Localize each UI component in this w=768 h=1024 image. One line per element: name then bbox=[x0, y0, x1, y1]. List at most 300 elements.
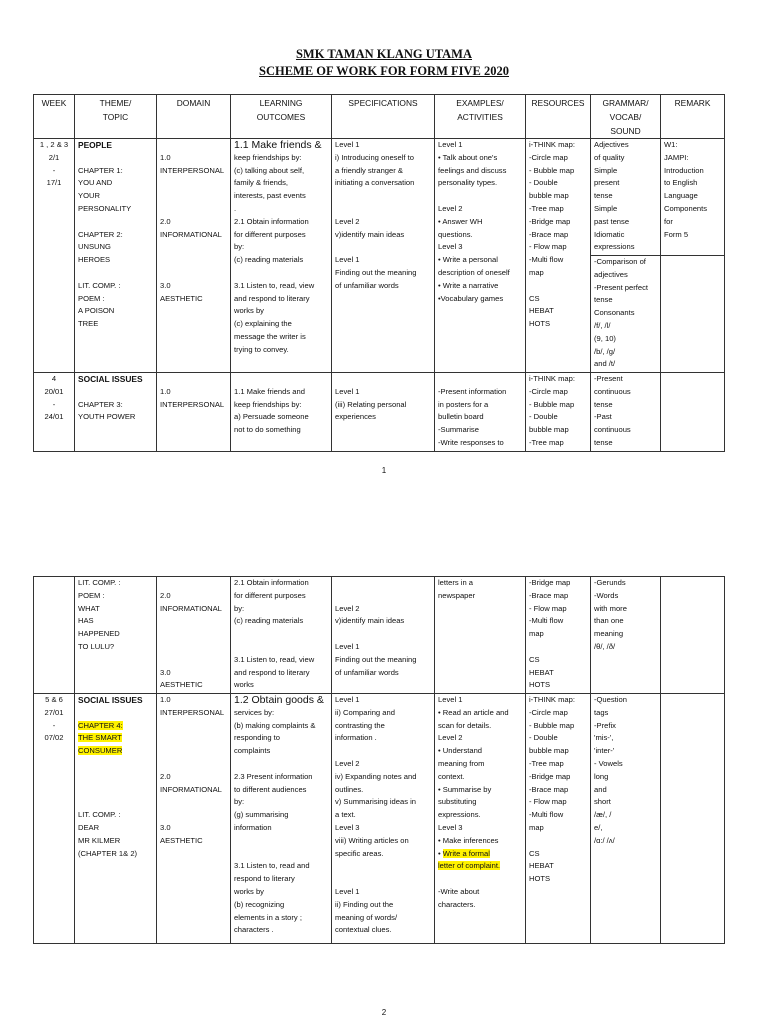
cell-line: responding to bbox=[234, 733, 281, 743]
table-row bbox=[34, 373, 725, 452]
header-label: EXAMPLES/ bbox=[456, 98, 504, 108]
cell-line: 3.1 Listen to, read and bbox=[234, 861, 310, 871]
table-row bbox=[34, 694, 725, 944]
cell-line: and /t/ bbox=[594, 359, 616, 369]
cell-line: 1.0 bbox=[160, 695, 171, 704]
cell-line: bubble map bbox=[529, 191, 569, 201]
cell-line: 1.0 bbox=[160, 386, 171, 396]
cell-line: by: bbox=[234, 242, 245, 252]
cell-line: Level 2 bbox=[335, 216, 360, 226]
cell-line: context. bbox=[438, 771, 465, 781]
cell-line: elements in a story ; bbox=[234, 912, 302, 922]
cell-line: - Flow map bbox=[529, 242, 567, 252]
cell-line: i) Introducing oneself to bbox=[335, 152, 414, 162]
cell-line: bulletin board bbox=[438, 412, 484, 422]
cell-line: -Tree map bbox=[529, 758, 564, 768]
cell-line: Level 2 bbox=[438, 203, 463, 213]
header-label: TOPIC bbox=[102, 112, 129, 122]
line-gap bbox=[160, 267, 227, 280]
line-gap bbox=[160, 241, 227, 254]
specifications-cell bbox=[332, 577, 435, 694]
line-gap bbox=[160, 796, 227, 809]
cell-line: 1.1 Make friends & bbox=[234, 139, 322, 151]
cell-line: HEBAT bbox=[529, 667, 554, 677]
cell-line: • Write a personal bbox=[438, 255, 498, 265]
cell-line: • Answer WH bbox=[438, 216, 483, 226]
cell-line: SOCIAL ISSUES bbox=[78, 695, 143, 705]
cell-line: and respond to literary bbox=[234, 293, 310, 303]
cell-line: specific areas. bbox=[335, 848, 384, 858]
cell-line: (c) reading materials bbox=[234, 616, 304, 626]
line-gap bbox=[78, 784, 153, 797]
cell-line: /θ/, /ð/ bbox=[594, 641, 616, 651]
cell-line: -Present perfect bbox=[594, 282, 649, 292]
cell-line: INTERPERSONAL bbox=[160, 399, 225, 409]
cell-line: SOCIAL ISSUES bbox=[78, 374, 143, 384]
line-gap bbox=[438, 373, 522, 386]
cell-line: - Double bbox=[529, 733, 558, 743]
header-resources bbox=[526, 95, 591, 139]
week-line: 17/1 bbox=[46, 178, 62, 188]
cell-line: -Write responses to bbox=[438, 437, 504, 447]
cell-line: feelings and discuss bbox=[438, 165, 507, 175]
line-gap bbox=[160, 628, 227, 641]
document-title bbox=[0, 46, 768, 80]
cell-line: iv) Expanding notes and bbox=[335, 771, 417, 781]
cell-line: /b/, /ɡ/ bbox=[594, 346, 616, 356]
remark-cell bbox=[661, 577, 725, 694]
cell-line: • Write a formal bbox=[438, 848, 490, 858]
cell-line: • Talk about one's bbox=[438, 152, 498, 162]
cell-line: and bbox=[594, 784, 607, 794]
cell-line: -Bridge map bbox=[529, 216, 571, 226]
line-gap bbox=[78, 152, 153, 165]
line-gap bbox=[335, 873, 431, 886]
theme-cell bbox=[75, 577, 157, 694]
cell-line: Level 1 bbox=[335, 695, 360, 704]
cell-line: -Words bbox=[594, 590, 619, 600]
line-gap bbox=[335, 241, 431, 254]
cell-line: interests, past events bbox=[234, 191, 306, 201]
line-gap bbox=[160, 177, 227, 190]
line-gap bbox=[335, 628, 431, 641]
cell-line: for different purposes bbox=[234, 590, 306, 600]
cell-line: -Summarise bbox=[438, 425, 479, 435]
header-label: VOCAB/ bbox=[609, 112, 642, 122]
line-gap bbox=[160, 745, 227, 758]
resources-cell bbox=[526, 694, 591, 944]
line-gap bbox=[234, 848, 328, 861]
cell-line: Level 1 bbox=[335, 886, 360, 896]
line-gap bbox=[335, 373, 431, 386]
cell-line: letters in a bbox=[438, 578, 474, 587]
cell-line: contextual clues. bbox=[335, 925, 392, 935]
cell-line: /æ/, / bbox=[594, 810, 612, 820]
cell-line: MR KILMER bbox=[78, 835, 121, 845]
cell-line: •Vocabulary games bbox=[438, 293, 504, 303]
cell-line: WHAT bbox=[78, 603, 100, 613]
cell-line: Level 1 bbox=[335, 386, 360, 396]
line-gap bbox=[160, 577, 227, 590]
cell-line: /ɑ:/ /ʌ/ bbox=[594, 835, 615, 845]
cell-line: CS bbox=[529, 848, 540, 858]
cell-line: - Vowels bbox=[594, 758, 623, 768]
school-name: SMK TAMAN KLANG UTAMA bbox=[295, 47, 473, 61]
cell-line: -Circle map bbox=[529, 386, 568, 396]
remark-cell bbox=[661, 373, 725, 452]
grammar-cell bbox=[591, 694, 661, 944]
cell-line: CONSUMER bbox=[78, 746, 123, 756]
cell-line: Level 1 bbox=[335, 641, 360, 651]
line-gap bbox=[529, 641, 587, 654]
cell-line: to different audiences bbox=[234, 784, 307, 794]
header-label: DOMAIN bbox=[176, 98, 211, 108]
header-label: THEME/ bbox=[99, 98, 132, 108]
line-gap bbox=[78, 796, 153, 809]
cell-line: e/, bbox=[594, 822, 603, 832]
cell-line: (c) talking about self, bbox=[234, 165, 305, 175]
cell-line: PEOPLE bbox=[78, 140, 112, 150]
cell-line: HAPPENED bbox=[78, 629, 120, 639]
cell-line: AESTHETIC bbox=[160, 293, 203, 303]
cell-line: Simple bbox=[594, 165, 618, 175]
cell-line: a) Persuade someone bbox=[234, 412, 309, 422]
cell-line: TREE bbox=[78, 319, 99, 329]
header-label: SOUND bbox=[610, 126, 641, 136]
cell-line: of quality bbox=[594, 152, 625, 162]
cell-line: LIT. COMP. : bbox=[78, 810, 121, 820]
cell-line: -Brace map bbox=[529, 784, 569, 794]
line-gap bbox=[160, 720, 227, 733]
cell-line: (g) summarising bbox=[234, 810, 289, 820]
cell-line: -Present bbox=[594, 374, 623, 383]
cell-line: substituting bbox=[438, 797, 477, 807]
cell-line: HAS bbox=[78, 616, 94, 626]
line-gap bbox=[335, 590, 431, 603]
cell-line: Level 2 bbox=[438, 733, 463, 743]
cell-line: expressions. bbox=[438, 810, 481, 820]
cell-line: 1.2 Obtain goods & bbox=[234, 694, 324, 706]
resources-cell bbox=[526, 577, 591, 694]
cell-line: Components bbox=[664, 203, 708, 213]
cell-line: not to do something bbox=[234, 425, 301, 435]
cell-line: CS bbox=[529, 654, 540, 664]
cell-line: family & friends, bbox=[234, 178, 289, 188]
line-gap bbox=[78, 758, 153, 771]
cell-line: - Flow map bbox=[529, 797, 567, 807]
cell-line: personality types. bbox=[438, 178, 498, 188]
header-label: REMARK bbox=[674, 98, 711, 108]
cell-line: continuous bbox=[594, 386, 631, 396]
cell-line: Level 1 bbox=[335, 140, 360, 149]
cell-line: PERSONALITY bbox=[78, 203, 132, 213]
cell-line: description of oneself bbox=[438, 267, 510, 277]
line-gap bbox=[529, 835, 587, 848]
cell-line: -Multi flow bbox=[529, 255, 564, 265]
grammar-cell bbox=[591, 373, 661, 452]
week-line: 4 bbox=[51, 374, 57, 383]
line-gap bbox=[335, 745, 431, 758]
cell-line: newspaper bbox=[438, 590, 476, 600]
cell-line: CHAPTER 2: bbox=[78, 229, 123, 239]
cell-line: Finding out the meaning bbox=[335, 654, 417, 664]
line-gap bbox=[529, 280, 587, 293]
cell-line: information . bbox=[335, 733, 377, 743]
line-gap bbox=[160, 615, 227, 628]
line-gap bbox=[160, 654, 227, 667]
cell-line: 'mis-', bbox=[594, 733, 614, 743]
line-gap bbox=[78, 216, 153, 229]
resources-cell bbox=[526, 373, 591, 452]
line-gap bbox=[438, 190, 522, 203]
line-gap bbox=[160, 641, 227, 654]
cell-line: Level 2 bbox=[335, 603, 360, 613]
cell-line: THE SMART bbox=[78, 733, 122, 743]
cell-line: adjectives bbox=[594, 269, 628, 279]
cell-line: Language bbox=[664, 191, 698, 201]
cell-line: • Understand bbox=[438, 746, 483, 756]
cell-line: and respond to literary bbox=[234, 667, 310, 677]
cell-line: YOUR bbox=[78, 191, 100, 201]
week-line: 1 , 2 & 3 bbox=[39, 140, 69, 149]
cell-line: keep friendships by: bbox=[234, 399, 302, 409]
page-2 bbox=[0, 490, 768, 1024]
week-cell bbox=[34, 139, 75, 373]
cell-line: meaning from bbox=[438, 758, 485, 768]
cell-line: i-THINK map: bbox=[529, 140, 575, 149]
cell-line: for bbox=[664, 216, 673, 226]
grammar-cell bbox=[591, 577, 661, 694]
cell-line: information bbox=[234, 822, 272, 832]
week-line: 5 & 6 bbox=[45, 695, 63, 704]
cell-line: trying to convey. bbox=[234, 344, 289, 354]
cell-line: (c) reading materials bbox=[234, 255, 304, 265]
cell-line: message the writer is bbox=[234, 331, 306, 341]
line-gap bbox=[234, 758, 328, 771]
cell-line: 2.0 bbox=[160, 590, 171, 600]
line-gap bbox=[335, 577, 431, 590]
cell-line: Introduction bbox=[664, 165, 704, 175]
theme-cell bbox=[75, 373, 157, 452]
cell-line: A POISON bbox=[78, 306, 115, 316]
remark-cell bbox=[661, 139, 725, 256]
remark-cell bbox=[661, 256, 725, 373]
specifications-cell bbox=[332, 694, 435, 944]
cell-line: - Bubble map bbox=[529, 399, 575, 409]
line-gap bbox=[160, 732, 227, 745]
cell-line: TO LULU? bbox=[78, 641, 115, 651]
cell-line: -Prefix bbox=[594, 720, 616, 730]
cell-line: v)identify main ideas bbox=[335, 616, 405, 626]
cell-line: - Flow map bbox=[529, 603, 567, 613]
cell-line: tense bbox=[594, 295, 613, 305]
cell-line: than one bbox=[594, 616, 624, 626]
cell-line: -Multi flow bbox=[529, 616, 564, 626]
cell-line: Level 3 bbox=[438, 822, 463, 832]
week-line: - bbox=[52, 165, 56, 175]
cell-line: • Summarise by bbox=[438, 784, 492, 794]
cell-line: 2.1 Obtain information bbox=[234, 216, 309, 226]
cell-line: UNSUNG bbox=[78, 242, 111, 252]
cell-line: complaints bbox=[234, 746, 271, 756]
header-learning-outcomes bbox=[231, 95, 332, 139]
header-label: WEEK bbox=[41, 98, 67, 108]
cell-line: -Brace map bbox=[529, 229, 569, 239]
cell-line: -Comparison of bbox=[594, 257, 646, 266]
cell-line: present bbox=[594, 178, 620, 188]
cell-line: Level 1 bbox=[335, 255, 360, 265]
cell-line: tags bbox=[594, 707, 609, 717]
header-label: SPECIFICATIONS bbox=[348, 98, 418, 108]
domain-cell bbox=[157, 373, 231, 452]
cell-line: Consonants bbox=[594, 308, 635, 318]
header-label: ACTIVITIES bbox=[457, 112, 503, 122]
line-gap bbox=[160, 758, 227, 771]
cell-line: works by bbox=[234, 306, 264, 316]
cell-line: 1.1 Make friends and bbox=[234, 386, 305, 396]
cell-line: scan for details. bbox=[438, 720, 492, 730]
line-gap bbox=[234, 373, 328, 386]
cell-line: meaning of words/ bbox=[335, 912, 398, 922]
cell-line: for different purposes bbox=[234, 229, 306, 239]
cell-line: • Make inferences bbox=[438, 835, 499, 845]
cell-line: (iii) Relating personal bbox=[335, 399, 407, 409]
cell-line: HOTS bbox=[529, 874, 551, 884]
cell-line: tense bbox=[594, 437, 613, 447]
cell-line: AESTHETIC bbox=[160, 680, 203, 690]
cell-line: DEAR bbox=[78, 822, 100, 832]
cell-line: short bbox=[594, 797, 611, 807]
cell-line: Adjectives bbox=[594, 140, 629, 149]
line-gap bbox=[160, 373, 227, 386]
cell-line: -Bridge map bbox=[529, 771, 571, 781]
specifications-cell bbox=[332, 373, 435, 452]
line-gap bbox=[234, 835, 328, 848]
cell-line: a friendly stranger & bbox=[335, 165, 403, 175]
cell-line: LIT. COMP. : bbox=[78, 280, 121, 290]
cell-line: JAMPI: bbox=[664, 152, 689, 162]
cell-line: bubble map bbox=[529, 746, 569, 756]
cell-line: by: bbox=[234, 797, 245, 807]
cell-line: -Write about bbox=[438, 886, 480, 896]
cell-line: map bbox=[529, 822, 544, 832]
cell-line: INFORMATIONAL bbox=[160, 229, 222, 239]
week-line: 2/1 bbox=[48, 152, 60, 162]
domain-cell bbox=[157, 694, 231, 944]
cell-line: - Bubble map bbox=[529, 165, 575, 175]
week-cell bbox=[34, 577, 75, 694]
cell-line: tense bbox=[594, 191, 613, 201]
cell-line: initiating a conversation bbox=[335, 178, 415, 188]
week-cell bbox=[34, 694, 75, 944]
cell-line: services by: bbox=[234, 707, 275, 717]
outcomes-cell bbox=[231, 373, 332, 452]
cell-line: map bbox=[529, 267, 544, 277]
line-gap bbox=[335, 203, 431, 216]
cell-line: Finding out the meaning bbox=[335, 267, 417, 277]
cell-line: YOUTH POWER bbox=[78, 412, 136, 422]
examples-cell bbox=[435, 577, 526, 694]
cell-line: -Gerunds bbox=[594, 578, 626, 587]
cell-line: -Circle map bbox=[529, 152, 568, 162]
cell-line: (b) recognizing bbox=[234, 899, 285, 909]
domain-cell bbox=[157, 139, 231, 373]
page-number: 1 bbox=[381, 466, 387, 475]
cell-line: continuous bbox=[594, 425, 631, 435]
week-cell bbox=[34, 373, 75, 452]
line-gap bbox=[335, 860, 431, 873]
cell-line: W1: bbox=[664, 140, 678, 149]
cell-line: 2.0 bbox=[160, 771, 171, 781]
examples-cell bbox=[435, 694, 526, 944]
cell-line: ii) Comparing and bbox=[335, 707, 395, 717]
examples-cell bbox=[435, 139, 526, 373]
cell-line: INFORMATIONAL bbox=[160, 784, 222, 794]
cell-line: 2.3 Present information bbox=[234, 771, 313, 781]
week-line: 24/01 bbox=[44, 412, 64, 422]
cell-line: keep friendships by: bbox=[234, 152, 302, 162]
cell-line: Level 3 bbox=[438, 242, 463, 252]
cell-line: - Double bbox=[529, 412, 558, 422]
cell-line: letter of complaint. bbox=[438, 861, 501, 871]
outcomes-cell bbox=[231, 577, 332, 694]
cell-line: /f/, /l/ bbox=[594, 320, 611, 330]
cell-line: 3.1 Listen to, read, view bbox=[234, 654, 315, 664]
cell-line: CHAPTER 1: bbox=[78, 165, 123, 175]
cell-line: with more bbox=[594, 603, 627, 613]
cell-line: (9, 10) bbox=[594, 333, 616, 343]
week-line: - bbox=[52, 720, 56, 730]
cell-line: ii) Finding out the bbox=[335, 899, 394, 909]
cell-line: POEM : bbox=[78, 590, 105, 600]
page-1 bbox=[0, 0, 768, 490]
cell-line: CS bbox=[529, 293, 540, 303]
header-label: GRAMMAR/ bbox=[602, 98, 649, 108]
cell-line: Simple bbox=[594, 203, 618, 213]
table-row bbox=[34, 139, 725, 256]
cell-line: works bbox=[234, 680, 254, 690]
cell-line: INTERPERSONAL bbox=[160, 165, 225, 175]
theme-cell bbox=[75, 694, 157, 944]
theme-cell bbox=[75, 139, 157, 373]
cell-line: past tense bbox=[594, 216, 630, 226]
cell-line: in posters for a bbox=[438, 399, 489, 409]
header-remark bbox=[661, 95, 725, 139]
cell-line: INFORMATIONAL bbox=[160, 603, 222, 613]
cell-line: LIT. COMP. : bbox=[78, 578, 121, 587]
header-theme bbox=[75, 95, 157, 139]
week-line: 07/02 bbox=[44, 733, 64, 743]
cell-line: v) Summarising ideas in bbox=[335, 797, 417, 807]
line-gap bbox=[438, 873, 522, 886]
examples-cell bbox=[435, 373, 526, 452]
cell-line: 'inter-' bbox=[594, 746, 615, 756]
cell-line: contrasting the bbox=[335, 720, 385, 730]
cell-line: -Circle map bbox=[529, 707, 568, 717]
cell-line: (b) making complaints & bbox=[234, 720, 316, 730]
header-label: OUTCOMES bbox=[256, 112, 306, 122]
cell-line: questions. bbox=[438, 229, 473, 239]
cell-line: characters. bbox=[438, 899, 476, 909]
cell-line: HEROES bbox=[78, 255, 111, 265]
cell-line: HEBAT bbox=[529, 861, 554, 871]
line-gap bbox=[78, 386, 153, 399]
line-gap bbox=[160, 139, 227, 152]
cell-line: YOU AND bbox=[78, 178, 113, 188]
cell-line: works by bbox=[234, 886, 264, 896]
outcomes-cell bbox=[231, 694, 332, 944]
outcomes-cell bbox=[231, 139, 332, 373]
